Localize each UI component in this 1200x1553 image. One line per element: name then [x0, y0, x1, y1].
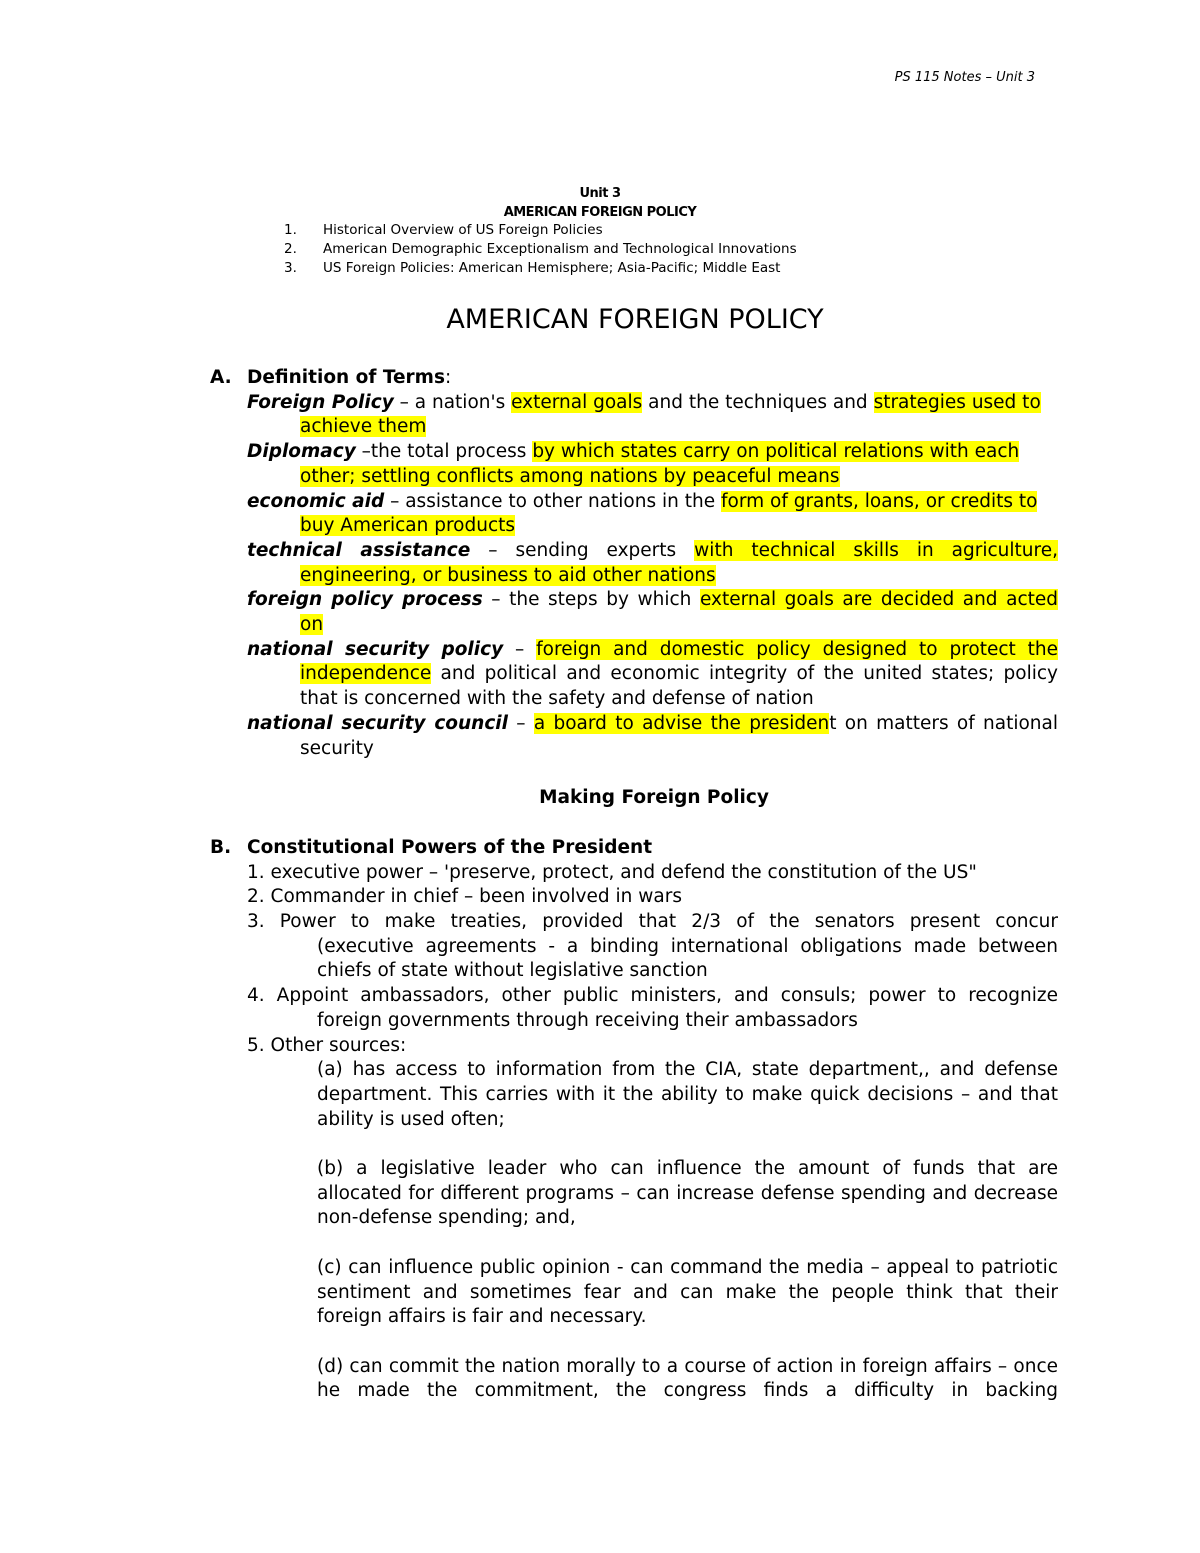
- term-diplomacy: Diplomacy –the total process by which states carry on political relations with each other; settling conflicts among nations by peaceful means: [247, 441, 1020, 487]
- term-foreign-policy-process: foreign policy process – the steps by which external goals are decided and acted: [247, 589, 1059, 611]
- power-item-cont: foreign governments through receiving their ambassadors: [317, 1009, 858, 1031]
- power-item-cont: (executive agreements - a binding international obligations made between chiefs of state without legislative sanction: [317, 935, 1058, 982]
- outline-item: 3. US Foreign Policies: American Hemisphere; Asia-Pacific; Middle East: [284, 260, 781, 276]
- other-source-d: (d) can commit the nation morally to a course of action in foreign affairs – once he made the commitment, the congress finds a difficulty in backing: [317, 1355, 1058, 1402]
- making-foreign-policy-heading: Making Foreign Policy: [539, 787, 769, 809]
- term-national-security-council: national security council – a board to advise the president on matters of national: [247, 712, 1058, 734]
- document-body: [210, 366, 1058, 1404]
- unit-heading-block: [0, 184, 1200, 222]
- term-economic-aid: economic aid – assistance to other nations in the form of grants, loans, or credits to buy American products: [247, 490, 1038, 537]
- power-item: 4. Appoint ambassadors, other public ministers, and consuls; power to recognize: [247, 985, 1058, 1007]
- power-item: 1. executive power – 'preserve, protect, and defend the constitution of the US": [247, 861, 977, 883]
- section-b-heading: B. Constitutional Powers of the President: [210, 836, 653, 858]
- power-item: 5. Other sources:: [247, 1034, 407, 1056]
- section-a-heading: A. Definition of Terms:: [210, 367, 452, 388]
- power-item: 2. Commander in chief – been involved in wars: [247, 886, 682, 908]
- other-source-c: (c) can influence public opinion - can command the media – appeal to patriotic sentiment and sometimes fear and can make the people think that their foreign affairs is fair and necessary.: [317, 1256, 1058, 1328]
- other-source-a: (a) has access to information from the CIA, state department,, and defense department. This carries with it the ability to make quick decisions – and that ability is used often;: [317, 1059, 1058, 1130]
- power-item: 3. Power to make treaties, provided that 2/3 of the senators present concur: [247, 911, 1058, 933]
- document-title: AMERICAN FOREIGN POLICY: [446, 304, 824, 335]
- term-national-security-policy-cont: independence and political and economic integrity of the united states; policy that is concerned with the safety and defense of nation: [300, 663, 1058, 710]
- other-source-b: (b) a legislative leader who can influence the amount of funds that are allocated for different programs – can increase defense spending and decrease non-defense spending; and,: [317, 1158, 1058, 1229]
- term-national-security-council-cont: security: [300, 737, 374, 759]
- unit-title: Unit 3: [579, 186, 621, 201]
- outline-item: 2. American Demographic Exceptionalism and Technological Innovations: [284, 241, 797, 257]
- unit-subtitle: AMERICAN FOREIGN POLICY: [503, 205, 697, 220]
- term-foreign-policy: Foreign Policy – a nation's external goals and the techniques and strategies used to achieve them: [247, 391, 1041, 438]
- term-national-security-policy: national security policy – foreign and domestic policy designed to protect the: [247, 638, 1059, 660]
- unit-outline: [284, 221, 797, 278]
- running-header: PS 115 Notes – Unit 3: [894, 70, 1035, 85]
- term-foreign-policy-process-cont: on: [300, 614, 324, 636]
- term-technical-assistance-cont: engineering, or business to aid other nations: [300, 564, 716, 586]
- outline-item: 1. Historical Overview of US Foreign Policies: [284, 222, 603, 238]
- term-technical-assistance: technical assistance – sending experts with technical skills in agriculture,: [247, 539, 1058, 561]
